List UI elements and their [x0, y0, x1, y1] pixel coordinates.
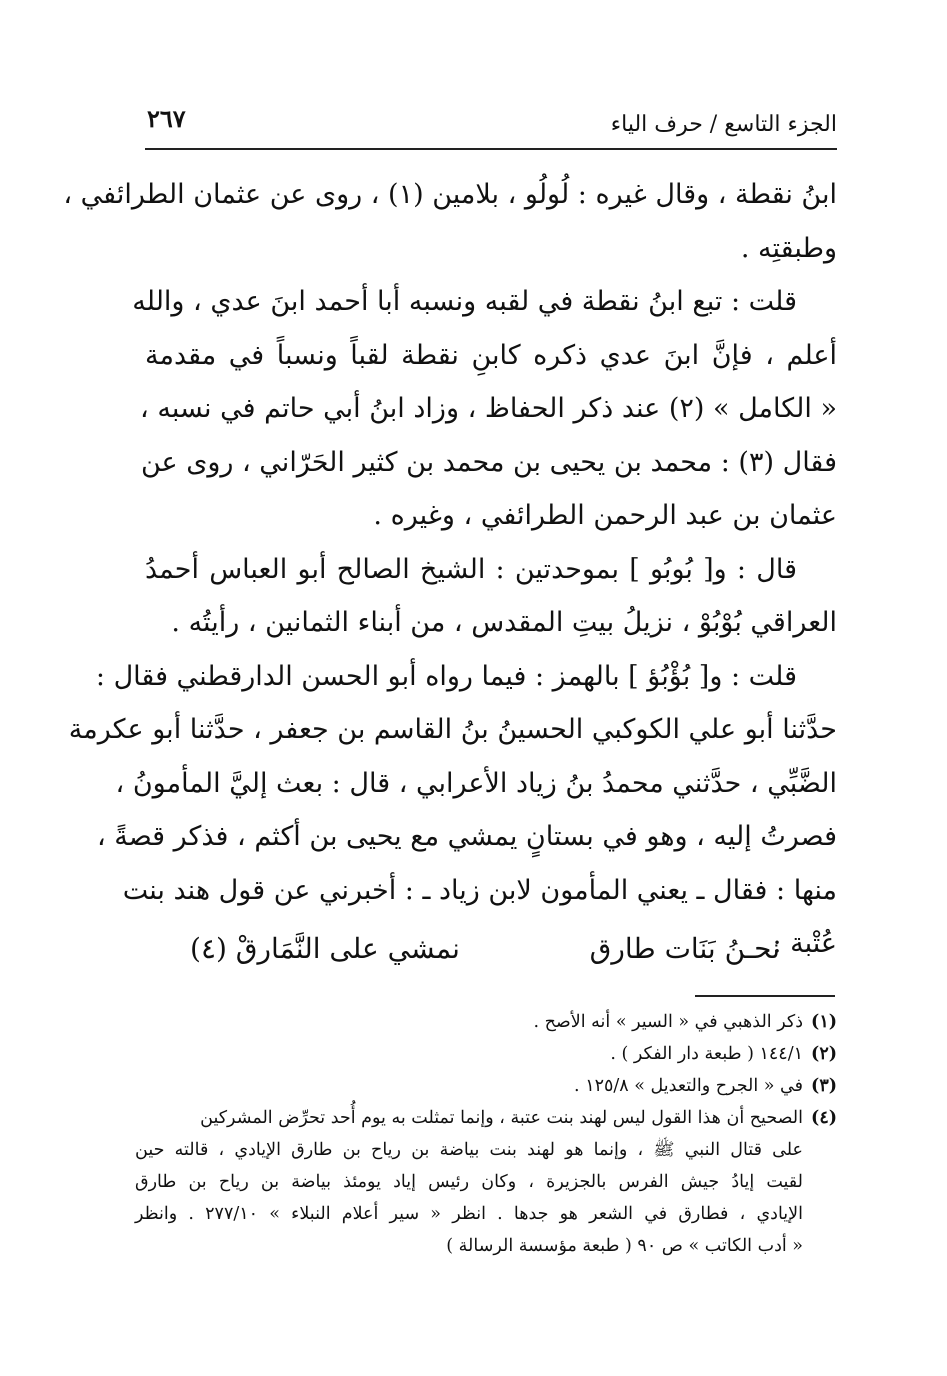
page-header [145, 98, 837, 150]
footnote-text-continued: الإيادي ، فطارق في الشعر هو جدها . انظر « سير أعلام النبلاء » ٢٧٧/١٠ . وانظر [135, 1204, 803, 1224]
text-line: قلت : تبع ابنُ نقطة في لقبه ونسبه أبا أحمد ابنَ عدي ، والله [132, 286, 797, 317]
text-line: وطبقتِه . [740, 232, 837, 264]
poem-verse [190, 922, 790, 982]
text-line: فصرتُ إليه ، وهو في بستانٍ يمشي مع يحيى بن أكثم ، فذكر قصةً ، [96, 821, 837, 852]
verse-second-hemistich: نمشي على النَّمَارقْ (٤) [190, 932, 460, 965]
footnote-number: (٢) [811, 1044, 837, 1064]
footnotes [135, 1006, 837, 1262]
text-line: العراقي بُوْبُوْ ، نزيلُ بيتِ المقدس ، من أبناء الثمانين ، رأيتُه . [171, 607, 837, 638]
text-line: أعلم ، فإنَّ ابنَ عدي ذكره كابنِ نقطة لقباً ونسباً في مقدمة [145, 339, 837, 371]
footnote-separator [695, 995, 835, 997]
footnote-number: (٤) [811, 1108, 837, 1128]
footnote-text: ١٤٤/١ ( طبعة دار الفكر ) . [610, 1044, 803, 1064]
text-line: الضَّبِّي ، حدَّثني محمدُ بنُ زياد الأعرابي ، قال : بعث إليَّ المأمونُ ، [115, 767, 837, 799]
text-line: قال : و[ بُوبُو ] بموحدتين : الشيخ الصالح أبو العباس أحمدُ [145, 553, 797, 585]
footnote-text-continued: « أدب الكاتب » ص ٩٠ ( طبعة مؤسسة الرسالة ) [446, 1236, 803, 1256]
footnote-text: الصحيح أن هذا القول ليس لهند بنت عتبة ، وإنما تمثلت به يوم أُحد تحرِّض المشركين [200, 1108, 803, 1128]
footnote-text-continued: لقيت إيادُ جيش الفرس بالجزيرة ، وكان رئيس إياد يومئذ بياضة بن رياح بن طارق [135, 1172, 803, 1192]
footnote-text-continued: على قتال النبي ﷺ ، وإنما هو لهند بنت بياضة بن رياح بن طارق الإيادي ، قالته حين [135, 1140, 803, 1160]
footnote-number: (١) [811, 1012, 837, 1032]
text-line: فقال (٣) : محمد بن يحيى بن محمد بن كثير الحَرّاني ، روى عن [140, 446, 837, 478]
main-text [63, 168, 837, 971]
text-line: عثمان بن عبد الرحمن الطرائفي ، وغيره . [373, 500, 837, 531]
text-line: حدَّثنا أبو علي الكوكبي الحسينُ بنُ القاسم بن جعفر ، حدَّثنا أبو عكرمة [68, 714, 837, 745]
text-line: منها : فقال ـ يعني المأمون لابن زياد ـ : أخبرني عن قول هند بنت [122, 874, 837, 906]
footnote-1 [135, 1006, 837, 1038]
footnote-2 [135, 1038, 837, 1070]
footnote-text: ذكر الذهبي في « السير » أنه الأصح . [533, 1012, 803, 1032]
footnote-text: في « الجرح والتعديل » ١٢٥/٨ . [574, 1076, 803, 1096]
footnote-4 [135, 1102, 837, 1134]
verse-first-hemistich: نحـنُ بَنَات طارق [589, 932, 780, 965]
page-number: ٢٦٧ [147, 104, 186, 133]
text-line: قلت : و[ بُؤْبُؤ ] بالهمز : فيما رواه أبو الحسن الدارقطني فقال : [95, 660, 797, 692]
running-title: الجزء التاسع / حرف الياء [610, 112, 837, 137]
text-line: ابنُ نقطة ، وقال غيره : لُولُو ، بلامين (١) ، روى عن عثمان الطرائفي ، [63, 179, 837, 210]
text-line: عُتْبة : [772, 928, 837, 959]
footnote-3 [135, 1070, 837, 1102]
text-line: « الكامل » (٢) عند ذكر الحفاظ ، وزاد ابنُ أبي حاتم في نسبه ، [140, 393, 837, 424]
footnote-number: (٣) [811, 1076, 837, 1096]
